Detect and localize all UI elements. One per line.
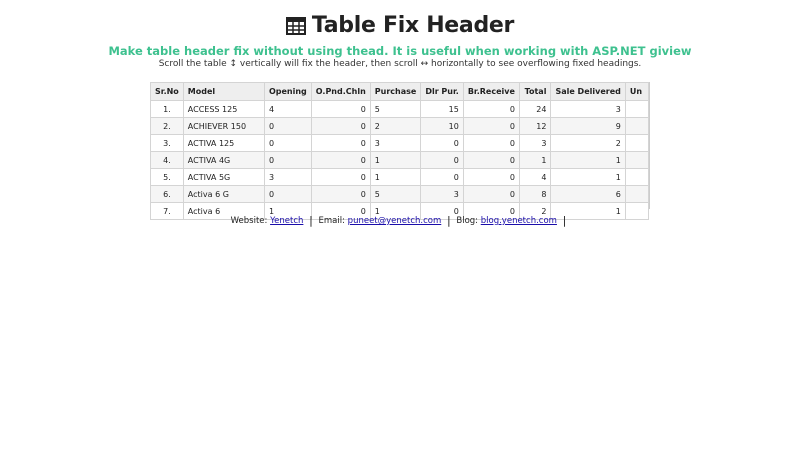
website-label: Website: [230,216,268,226]
table-cell: 0 [264,135,311,152]
table-cell: 0 [264,118,311,135]
table-cell: ACCESS 125 [183,101,264,118]
table-body [151,101,649,220]
footer-separator: | [562,214,567,227]
blog-label: Blog: [456,216,479,226]
table-cell: 5 [370,101,421,118]
table-cell: 6. [151,186,184,203]
table-row [151,135,649,152]
table-cell: 2 [370,118,421,135]
table-cell: 3. [151,135,184,152]
table-cell: ACTIVA 4G [183,152,264,169]
table-cell: 0 [311,101,370,118]
table-cell: 0 [421,152,464,169]
table-cell: 2 [519,203,551,220]
table-cell: 10 [421,118,464,135]
column-header: Opening [264,83,311,101]
data-table [150,82,649,220]
table-cell: Activa 6 G [183,186,264,203]
table-cell: ACTIVA 125 [183,135,264,152]
table-cell [625,101,648,118]
column-header: Dlr Pur. [421,83,464,101]
table-cell: 7. [151,203,184,220]
column-header: Sale Delivered [551,83,625,101]
table-cell: 1 [551,169,625,186]
column-header: Purchase [370,83,421,101]
column-header: Total [519,83,551,101]
table-cell: 1 [264,203,311,220]
column-header: Un [625,83,648,101]
table-cell: 5. [151,169,184,186]
table-cell: 1 [370,169,421,186]
page-title-text: Table Fix Header [311,13,515,38]
column-header: Model [183,83,264,101]
table-cell: 0 [463,101,519,118]
table-cell [625,169,648,186]
table-cell: 3 [551,101,625,118]
table-row [151,118,649,135]
table-cell: 0 [311,169,370,186]
table-cell: 0 [463,152,519,169]
table-cell: Activa 6 [183,203,264,220]
table-cell: 0 [463,186,519,203]
page-title [0,13,800,41]
table-cell: 0 [421,203,464,220]
table-cell: 24 [519,101,551,118]
footer-separator: | [446,214,451,227]
email-link[interactable]: puneet@yenetch.com [347,216,442,226]
column-header: Sr.No [151,83,184,101]
table-cell: 0 [311,203,370,220]
table-cell: 3 [421,186,464,203]
table-cell: 0 [463,118,519,135]
table-header-row [151,83,649,101]
table-cell: 0 [463,203,519,220]
instructions: Scroll the table ↕ vertically will fix the header, then scroll ↔ horizontally to see overflowing fixed headings. [158,59,642,69]
table-cell: 0 [264,152,311,169]
table-cell: 0 [463,169,519,186]
table-cell: 0 [463,135,519,152]
email-label: Email: [318,216,345,226]
table-row [151,186,649,203]
footer [0,214,800,227]
table-cell: 4. [151,152,184,169]
table-cell: 0 [311,186,370,203]
table-cell: 15 [421,101,464,118]
table-cell: 1 [370,152,421,169]
table-row [151,169,649,186]
blog-link[interactable]: blog.yenetch.com [480,216,557,226]
table-cell: 0 [421,169,464,186]
column-header: O.Pnd.Chln [311,83,370,101]
table-icon [286,16,306,41]
table-cell: 2. [151,118,184,135]
table-cell: 2 [551,135,625,152]
table-cell: 1 [551,152,625,169]
table-cell: ACTIVA 5G [183,169,264,186]
table-cell: 3 [264,169,311,186]
table-cell [625,152,648,169]
table-cell: 5 [370,186,421,203]
table-cell: ACHIEVER 150 [183,118,264,135]
table-row [151,152,649,169]
table-cell: 4 [264,101,311,118]
table-cell: 1. [151,101,184,118]
scrollable-table-container[interactable] [150,82,650,216]
subtitle: Make table header fix without using thead. It is useful when working with ASP.NET giview [108,44,692,58]
table-cell: 0 [421,135,464,152]
table-cell: 0 [264,186,311,203]
footer-separator: | [309,214,313,227]
table-cell: 3 [370,135,421,152]
table-cell: 9 [551,118,625,135]
table-cell: 3 [519,135,551,152]
table-cell [625,186,648,203]
table-cell: 4 [519,169,551,186]
table-cell: 0 [311,118,370,135]
table-cell: 1 [519,152,551,169]
table-cell [625,135,648,152]
table-cell: 8 [519,186,551,203]
table-cell: 0 [311,152,370,169]
table-row [151,101,649,118]
table-cell: 0 [311,135,370,152]
table-cell: 1 [370,203,421,220]
table-cell: 1 [551,203,625,220]
column-header: Br.Receive [463,83,519,101]
table-cell: 12 [519,118,551,135]
website-link[interactable]: Yenetch [270,216,304,226]
table-cell: 6 [551,186,625,203]
table-cell [625,118,648,135]
